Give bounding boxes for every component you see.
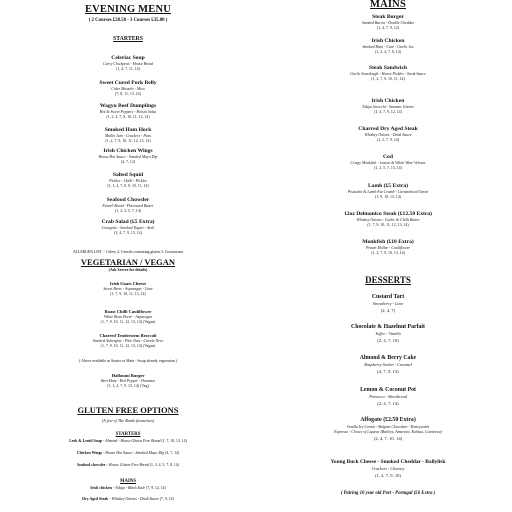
item-allergens: (1, 3, 4, 5, 7, 8, 14) [149, 463, 179, 467]
item-name: Charred Dry Aged Steak [358, 126, 418, 132]
mains-heading: MAINS [369, 0, 406, 10]
item-desc: Whiskey Onions - Garlic & Chilli Butter [356, 218, 420, 222]
item-allergens: (1, 2, 4, 7, 9, 14) [375, 50, 401, 54]
menu-item [278, 293, 498, 314]
item-name: Steak Burger [372, 14, 404, 20]
item-allergens: (1, 4, 7, 9, 12, 14) [374, 110, 402, 114]
item-name: Salted Squid [112, 172, 144, 178]
item-allergens: (7, 8, 11, 13, 14) [115, 92, 141, 96]
item-allergens: (1, 2, 7, 9, 10, 11, 14) [371, 77, 405, 81]
item-allergens: (1, 2, 7, 9, 14) [376, 138, 400, 142]
allergen-list: ALLERGEN LIST :- Celery 2: Cereals containing gluten 3: Crustaceans [72, 250, 184, 254]
item-desc: Cider Mussels - Miso [111, 87, 145, 91]
item-name: Irish Chicken [371, 98, 405, 104]
port-pairing: ( Pairing 10 year old Port - Portugal (£6 Extra ) [340, 491, 436, 496]
item-allergens: (1, 7, 9, 10, 11, 12, 13, 14) (Vegan) [100, 344, 156, 348]
item-name: Young Buck Cheese - Smoked Cheddar - Ballylisk [330, 459, 446, 465]
item-name: Dry Aged Steak [82, 497, 109, 501]
menu-item [0, 309, 256, 325]
item-desc: Toffee - Vanilla [375, 331, 401, 336]
item-desc: Mullet Jam - Crackers - Peas [105, 134, 151, 138]
item-name: Crab Salad (£5 Extra) [101, 219, 155, 225]
item-name: 12oz Delmonico Steak (£12.50 Extra) [343, 211, 433, 217]
item-name: Smoked Ham Hock [104, 127, 152, 133]
item-desc: - House Gluten Free Bread [106, 463, 149, 467]
item-name: Charred Tenderstem Broccoli [99, 333, 157, 338]
item-desc: Crispy Monkfish - Lemon & White Wine Veloute [350, 161, 426, 165]
menu-item [278, 239, 498, 256]
vegetarian-heading: VEGETARIAN / VEGAN [80, 257, 176, 267]
item-desc: Pistachio & Lamb Fat Crumb - Caramelised Onion [347, 190, 429, 194]
item-allergens: (1, 7, 9, 10, 11, 13, 14) [110, 292, 146, 296]
item-desc: Sweet Beets - Asparagus - Lime [103, 287, 153, 291]
item-desc: Prosecco - Shortbread [369, 394, 407, 399]
item-name: Custard Tart [371, 294, 405, 300]
item-desc: Smoked Bacon - Double Cheddar [361, 21, 415, 25]
item-desc: Strawberry - Lime [372, 301, 404, 306]
item-allergens: (1, 4, 7, 11, 14) [116, 67, 140, 71]
item-allergens: (7, 9, 14) [159, 497, 174, 501]
item-name: Steak Sandwich [368, 65, 408, 71]
item-desc: Courgette - Smoked Yogurt - Aioli [101, 226, 155, 230]
item-name: Chicken Wings [76, 451, 103, 455]
item-desc: - Almond - House Gluten Free Bread [102, 439, 161, 443]
menu-item [278, 354, 498, 375]
gf-item [0, 463, 256, 468]
menu-item [278, 65, 498, 82]
menu-item [278, 183, 498, 200]
item-allergens: (7, 9, 12, 14) [146, 486, 166, 490]
item-name: Sweet Cured Pork Belly [99, 80, 157, 86]
menu-item [0, 197, 256, 214]
item-allergens: (1, 3, 4, 7, 8, 9, 10, 11, 14) [107, 184, 149, 188]
menu-title: EVENING MENU [84, 4, 172, 15]
menu-item [278, 98, 498, 115]
item-allergens: (2, 4, 7) [380, 308, 396, 313]
gf-item [0, 486, 256, 491]
item-allergens: (1, 3, 4, 7, 9, 13, 14) (Veg) [107, 384, 149, 388]
item-name: Wagyu Beef Dumplings [99, 103, 157, 109]
item-name: Roast Chilli Cauliflower [104, 309, 152, 314]
menu-item [0, 55, 256, 72]
menu-item [278, 386, 498, 407]
item-allergens: (2, 4, 7, 10, 14) [373, 436, 403, 441]
vegetarian-note: (Ask Server for details) [108, 268, 148, 272]
gf-mains-heading: MAINS [120, 479, 136, 484]
item-allergens: (4, 7, 12) [120, 160, 136, 164]
item-desc: Smoked Aubergine - Pine Nuts - Cavolo Nero [92, 339, 164, 343]
item-name: Irish Chicken Wings [103, 148, 153, 154]
menu-item [278, 323, 498, 344]
menu-item [0, 172, 256, 189]
item-name: Almond & Berry Cake [359, 355, 417, 361]
item-allergens: (2, 4, 7, 14) [377, 401, 399, 406]
menu-item [0, 333, 256, 349]
menu-item [0, 148, 256, 165]
item-desc: House Hot Sauce - Smoked Mayo Dip [98, 155, 158, 159]
item-desc: Crackers - Chutney [371, 466, 405, 471]
item-desc: Beet Ham - Red Pepper - Hummus [100, 379, 156, 383]
menu-item [0, 281, 256, 297]
item-name: Irish chicken [90, 486, 112, 490]
item-name: Leek & Lentil Soup [69, 439, 102, 443]
item-desc: Pickles - Chilli - Pickles [109, 179, 147, 183]
menu-item [278, 154, 498, 171]
menu-item [0, 80, 256, 97]
item-desc: Hot & Sweet Peppers - Hoisin Salsa [99, 110, 157, 114]
gf-item [0, 439, 256, 444]
menu-item [278, 126, 498, 143]
item-name: Celeriac Soup [111, 55, 145, 61]
item-allergens: (1, 7, 9, 10, 11, 12, 13, 14) (Vegan) [100, 320, 156, 324]
item-allergens: (1, 2, 3, 5, 7, 14) [115, 209, 141, 213]
item-name: Cod [383, 154, 393, 160]
menu-item [278, 38, 498, 55]
item-desc: Raspberry Sorbet - Caramel [364, 362, 412, 367]
item-allergens: (1, 9, 10, 13, 14) [375, 195, 401, 199]
menu-item [278, 458, 498, 479]
item-desc: Whiskey Onions - Diedi Sauce [364, 133, 412, 137]
item-desc: Vanilla Ice Cream - Belgian Chocolate - Honeycomb [346, 425, 430, 429]
item-allergens: (1, 2, 7, 9, 10, 11, 12, 13, 14) [105, 139, 151, 143]
item-allergens: (1, 7, 10, 13, 14) [161, 439, 187, 443]
starters-heading: STARTERS [113, 36, 143, 42]
item-name: Affogato (£2.50 Extra) [360, 417, 416, 423]
item-allergens: (1, 2, 7, 9, 10) [374, 473, 402, 478]
item-desc-2: Espresso - Choice of Liqueur (Baileys, Amaretto, Kahlua, Cointreau) [334, 430, 442, 434]
item-name: Chocolate & Hazelnut Parfait [351, 324, 425, 330]
menu-item [0, 127, 256, 144]
gf-item [0, 451, 256, 456]
menu-pricing: ( 2 Courses £28.50 - 3 Courses £35.00 ) [88, 18, 168, 23]
menu-item [278, 14, 498, 31]
desserts-heading: DESSERTS [365, 275, 411, 285]
item-name: Lemon & Coconut Pot [360, 387, 416, 393]
menu-item [278, 211, 498, 228]
item-allergens: (1, 2, 4, 7, 9, 10, 11, 12, 14) [106, 115, 150, 119]
item-desc: Nduja Gnocchi - Summer Greens [362, 105, 414, 109]
item-allergens: (1, 4, 7, 9, 12) [376, 26, 400, 30]
item-allergens: (1, 7, 9, 10, 11, 12, 13, 14) [367, 223, 409, 227]
item-desc: Fennel Bread - Flavoured Butter [102, 204, 154, 208]
gf-item [0, 497, 256, 502]
item-name: Seafood Chowder [106, 197, 150, 203]
gluten-free-note: (A few of The Bards favourites) [101, 418, 155, 423]
gf-starters-heading: STARTERS [115, 432, 141, 437]
item-name: Monkfish (£10 Extra) [362, 239, 414, 245]
menu-item [278, 416, 498, 442]
item-allergens: (3, 4, 7, 9, 13, 14) [114, 231, 142, 235]
item-name: Irish Chicken [371, 38, 405, 44]
item-desc: Smoked Ham - Cure - Garlic Jus [362, 45, 414, 49]
item-desc: - Nduja - Black Kale [112, 486, 146, 490]
item-name: Irish Goats Cheese [109, 281, 147, 286]
item-allergens: (4, 7, 12) [165, 451, 180, 455]
item-name: Lamb (£5 Extra) [367, 183, 409, 189]
item-name: Halloumi Burger [111, 373, 145, 378]
menu-item [0, 103, 256, 120]
vegetarian-swap-note: ( Above available as Starter or Main - Swap already vegetarian ) [79, 359, 177, 363]
item-allergens: (1, 2, 7, 9, 10, 13, 14) [371, 251, 405, 255]
gluten-free-heading: GLUTEN FREE OPTIONS [77, 405, 179, 415]
item-desc: Prawn Mollee - Cauliflower [366, 246, 410, 250]
item-desc: - Whiskey Onions - Diedi Sauce [109, 497, 159, 501]
item-name: Seafood chowder [77, 463, 106, 467]
item-desc: White Bean Puree - Asparagus [104, 315, 152, 319]
item-desc: Curry Chickpeas - House Bread [103, 62, 153, 66]
item-allergens: (1, 2, 5, 7, 13, 14) [374, 166, 402, 170]
menu-item [0, 373, 256, 389]
item-desc: Garlic Sourdough - House Pickles - Steak Sauce [350, 72, 426, 76]
item-allergens: (4, 7, 9, 13) [377, 369, 399, 374]
item-allergens: (2, 4, 7, 10) [377, 338, 399, 343]
menu-item [0, 219, 256, 236]
item-desc: - House Hot Sauce - Smoked Mayo Dip [103, 451, 165, 455]
